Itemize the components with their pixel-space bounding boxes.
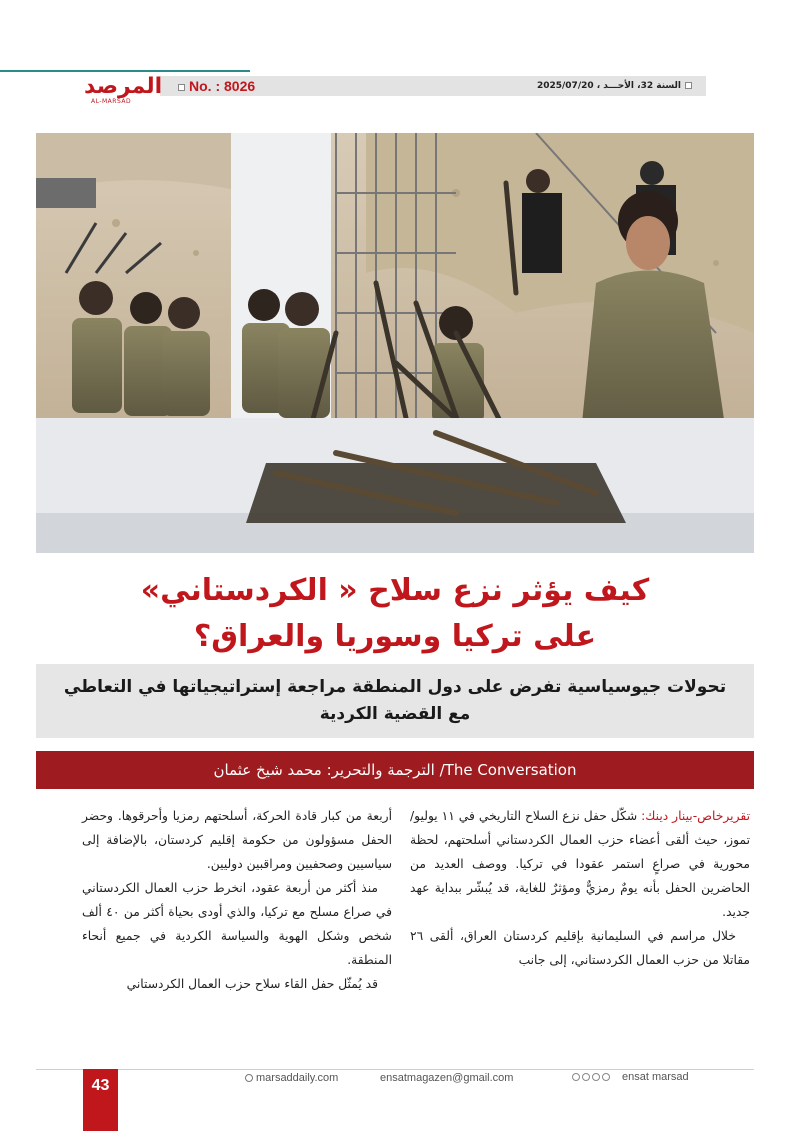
- issue-date-text: السنة 32، الأحـــد ، 2025/07/20: [536, 81, 681, 91]
- body-column-right: [410, 804, 750, 972]
- report-lead: تقريرخاص-بينار دينك:: [641, 809, 750, 823]
- issue-date: [537, 76, 696, 96]
- article-photo: [36, 133, 754, 553]
- logo-subtitle: AL-MARSAD: [91, 98, 132, 105]
- article-headline: [36, 568, 754, 660]
- paragraph: قد يُمثّل حفل القاء سلاح حزب العمال الكردستاني: [126, 977, 378, 991]
- square-icon: [178, 84, 185, 91]
- issue-number-text: No. : 8026: [189, 78, 256, 94]
- photo-illustration: [36, 133, 754, 553]
- footer-brand: ensat marsad: [622, 1071, 689, 1083]
- logo: [84, 74, 162, 100]
- globe-icon: [245, 1074, 253, 1082]
- top-accent-line: [0, 70, 250, 72]
- instagram-icon[interactable]: [592, 1073, 600, 1081]
- article-subtitle: تحولات جيوسياسية تفرض على دول المنطقة مراجعة إستراتيجياتها في التعاطي مع القضية الكردية: [36, 664, 754, 738]
- paragraph-text: شكّل حفل نزع السلاح التاريخي في ١١ يوليو/تموز، حيث ألقى أعضاء حزب العمال الكردستاني أسلحتهم، لحظة محورية في صراعٍ استمر عقودا في تركيا. ووصف العديد من الحاضرين الحفل بأنه يومٌ رمزيٌّ ومؤثرٌ للغاية، قد يُبشّر ببداية عهد جديد.: [410, 809, 750, 919]
- social-icons: [572, 1073, 612, 1083]
- twitter-icon[interactable]: [582, 1073, 590, 1081]
- square-icon: [685, 82, 692, 89]
- headline-line-1: كيف يؤثر نزع سلاح « الكردستاني»: [140, 573, 650, 608]
- paragraph: [410, 804, 750, 924]
- paragraph: منذ أكثر من أربعة عقود، انخرط حزب العمال الكردستاني في صراع مسلح مع تركيا، والذي أودى بحياة أكثر من ٤٠ ألف شخص وشكل الهوية والسياسة الكردية في جميع أنحاء المنطقة.: [82, 881, 392, 967]
- footer-email[interactable]: ensatmagazen@gmail.com: [380, 1072, 514, 1084]
- headline-line-2: على تركيا وسوريا والعراق؟: [193, 619, 597, 654]
- body-column-left: [82, 804, 392, 996]
- facebook-icon[interactable]: [572, 1073, 580, 1081]
- website-text: marsaddaily.com: [256, 1072, 339, 1084]
- footer-website[interactable]: [245, 1072, 338, 1084]
- issue-number: [174, 76, 255, 96]
- logo-text: المرصد: [84, 74, 163, 99]
- footer-divider: [36, 1069, 754, 1070]
- youtube-icon[interactable]: [602, 1073, 610, 1081]
- byline-bar: The Conversation/ الترجمة والتحرير: محمد شيخ عثمان: [36, 751, 754, 789]
- page-number: 43: [83, 1069, 118, 1131]
- paragraph: أربعة من كبار قادة الحركة، أسلحتهم رمزيا وأحرقوها. وحضر الحفل مسؤولون من حكومة إقليم كردستان، بالإضافة إلى سياسيين وصحفيين ومراقبين دوليين.: [82, 809, 392, 871]
- page-header: [36, 74, 706, 105]
- paragraph: خلال مراسم في السليمانية بإقليم كردستان العراق، ألقى ٢٦ مقاتلا من حزب العمال الكردستاني، إلى جانب: [410, 929, 750, 967]
